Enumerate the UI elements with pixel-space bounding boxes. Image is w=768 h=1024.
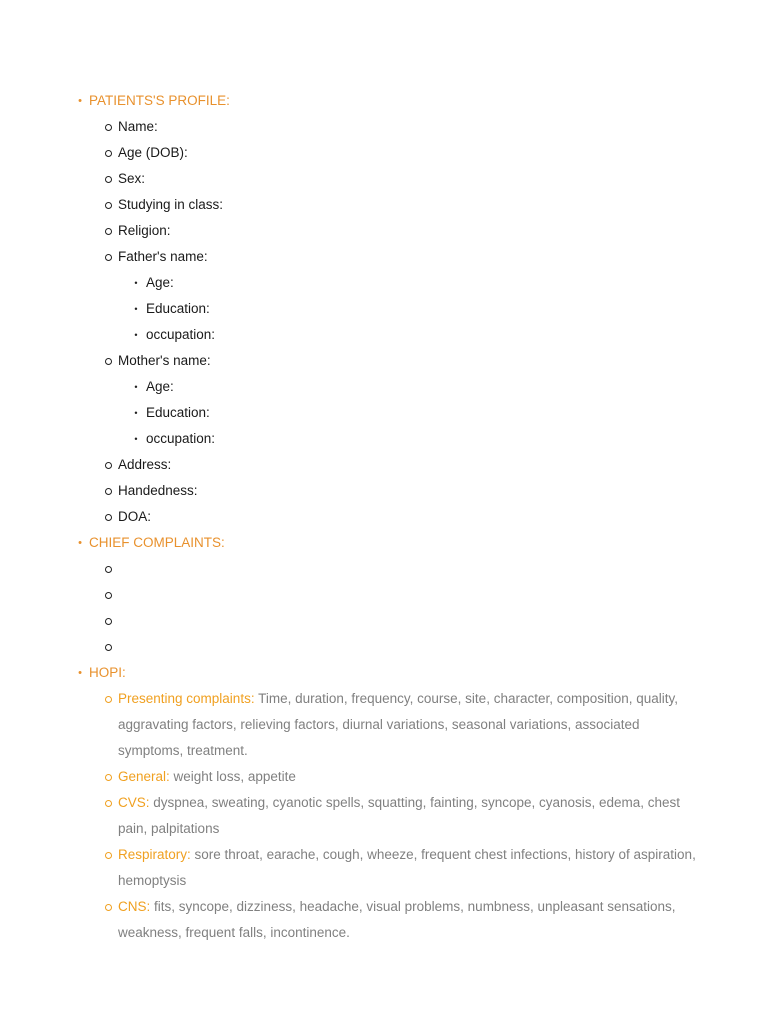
circle-bullet-icon	[104, 478, 114, 504]
list-item	[134, 270, 768, 296]
empty-list-item	[118, 582, 768, 608]
circle-bullet-icon	[104, 686, 114, 712]
field-label-sex: Sex:	[118, 171, 146, 186]
field-label-father-age: Age:	[146, 275, 174, 290]
circle-bullet-icon	[104, 634, 114, 660]
section-heading: HOPI:	[89, 665, 126, 680]
field-label-father: Father's name:	[118, 249, 208, 264]
profile-list	[89, 114, 768, 530]
circle-bullet-icon	[104, 452, 114, 478]
list-item	[134, 374, 768, 400]
small-bullet-icon: •	[134, 408, 138, 418]
father-details-list	[118, 270, 768, 348]
field-label-address: Address:	[118, 457, 172, 472]
circle-bullet-icon	[104, 140, 114, 166]
circle-bullet-icon	[104, 166, 114, 192]
bullet-icon: •	[78, 95, 82, 107]
list-item	[118, 192, 768, 218]
circle-bullet-icon	[104, 764, 114, 790]
field-label-mother-education: Education:	[146, 405, 210, 420]
list-item	[134, 400, 768, 426]
bullet-icon: •	[78, 667, 82, 679]
hopi-label-cvs: CVS:	[118, 795, 150, 810]
hopi-label-cns: CNS:	[118, 899, 151, 914]
outline-list	[0, 88, 768, 946]
list-item	[134, 322, 768, 348]
bullet-icon: •	[78, 537, 82, 549]
list-item	[118, 764, 768, 790]
list-item	[118, 790, 768, 842]
circle-bullet-icon	[104, 348, 114, 374]
field-label-age: Age (DOB):	[118, 145, 188, 160]
field-label-father-education: Education:	[146, 301, 210, 316]
complaints-list	[89, 556, 768, 660]
list-item	[118, 244, 768, 348]
list-item	[118, 686, 768, 764]
list-item	[118, 504, 768, 530]
hopi-text-cns: fits, syncope, dizziness, headache, visual problems, numbness, unpleasant sensations, weakness, frequent falls, incontinence.	[118, 899, 676, 940]
hopi-text-presenting: Time, duration, frequency, course, site, character, composition, quality, aggravating factors, relieving factors, diurnal variations, seasonal variations, associated symptoms, treatment.	[118, 691, 679, 758]
section-patient-profile	[0, 88, 768, 530]
circle-bullet-icon	[104, 244, 114, 270]
list-item	[118, 218, 768, 244]
section-heading: CHIEF COMPLAINTS:	[89, 535, 225, 550]
hopi-text-general: weight loss, appetite	[169, 769, 296, 784]
field-label-name: Name:	[118, 119, 158, 134]
list-item	[134, 296, 768, 322]
circle-bullet-icon	[104, 842, 114, 868]
mother-details-list	[118, 374, 768, 452]
list-item	[118, 114, 768, 140]
field-label-mother: Mother's name:	[118, 353, 211, 368]
empty-list-item	[118, 556, 768, 582]
hopi-label-respiratory: Respiratory:	[118, 847, 191, 862]
field-label-religion: Religion:	[118, 223, 171, 238]
circle-bullet-icon	[104, 894, 114, 920]
section-heading: PATIENTS'S PROFILE:	[89, 93, 230, 108]
list-item	[118, 140, 768, 166]
circle-bullet-icon	[104, 504, 114, 530]
field-label-father-occupation: occupation:	[146, 327, 216, 342]
list-item	[118, 842, 768, 894]
circle-bullet-icon	[104, 192, 114, 218]
small-bullet-icon: •	[134, 278, 138, 288]
list-item	[118, 894, 768, 946]
field-label-mother-age: Age:	[146, 379, 174, 394]
empty-list-item	[118, 608, 768, 634]
circle-bullet-icon	[104, 556, 114, 582]
circle-bullet-icon	[104, 114, 114, 140]
hopi-text-respiratory: sore throat, earache, cough, wheeze, frequent chest infections, history of aspiration, hemoptysis	[118, 847, 696, 888]
list-item	[118, 166, 768, 192]
hopi-text-cvs: dyspnea, sweating, cyanotic spells, squatting, fainting, syncope, cyanosis, edema, chest pain, palpitations	[118, 795, 681, 836]
circle-bullet-icon	[104, 790, 114, 816]
circle-bullet-icon	[104, 582, 114, 608]
field-label-mother-occupation: occupation:	[146, 431, 216, 446]
hopi-label-general: General:	[118, 769, 170, 784]
small-bullet-icon: •	[134, 330, 138, 340]
circle-bullet-icon	[104, 608, 114, 634]
field-label-doa: DOA:	[118, 509, 152, 524]
list-item	[118, 348, 768, 452]
list-item	[134, 426, 768, 452]
small-bullet-icon: •	[134, 382, 138, 392]
document-page	[0, 88, 768, 946]
field-label-handedness: Handedness:	[118, 483, 198, 498]
empty-list-item	[118, 634, 768, 660]
hopi-list	[89, 686, 768, 946]
circle-bullet-icon	[104, 218, 114, 244]
hopi-label-presenting: Presenting complaints:	[118, 691, 255, 706]
section-hopi	[0, 660, 768, 946]
small-bullet-icon: •	[134, 434, 138, 444]
field-label-class: Studying in class:	[118, 197, 224, 212]
list-item	[118, 452, 768, 478]
section-chief-complaints	[0, 530, 768, 660]
small-bullet-icon: •	[134, 304, 138, 314]
list-item	[118, 478, 768, 504]
